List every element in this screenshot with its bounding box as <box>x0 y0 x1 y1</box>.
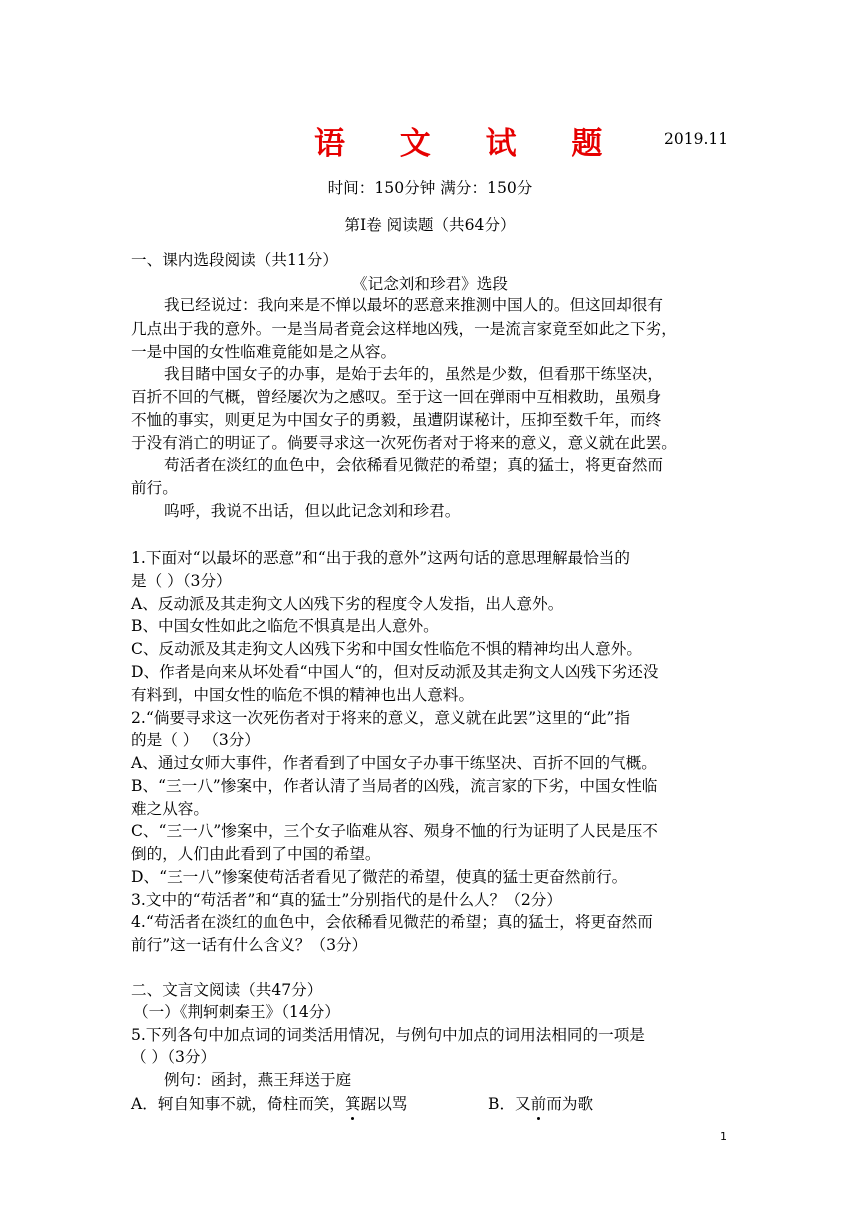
passage-line: 几点出于我的意外。一是当局者竟会这样地凶残，一是流言家竟至如此之下劣， <box>131 320 677 338</box>
option-c: 倒的，人们由此看到了中国的希望。 <box>131 845 381 863</box>
passage-line: 我目睹中国女子的办事，是始于去年的，虽然是少数，但看那干练坚决， <box>164 365 664 383</box>
option-a: A．轲自知事不就，倚柱而笑，箕踞以骂 <box>131 1092 407 1114</box>
passage-line: 前行。 <box>131 479 178 497</box>
subsection-heading: （一）《荆轲刺秦王》（14分） <box>133 1003 340 1021</box>
option-a: A、反动派及其走狗文人凶残下劣的程度令人发指，出人意外。 <box>131 595 564 613</box>
time-score-line: 时间：150分钟 满分：150分 <box>327 179 533 197</box>
section1-heading: 一、课内选段阅读（共11分） <box>131 251 338 269</box>
option-b: 难之从容。 <box>131 800 209 818</box>
option-c: C、反动派及其走狗文人凶残下劣和中国女性临危不惧的精神均出人意外。 <box>131 640 642 658</box>
question-5: （ ）（3分） <box>131 1048 217 1066</box>
passage-line: 苟活者在淡红的血色中，会依稀看见微茫的希望；真的猛士，将更奋然而 <box>164 456 664 474</box>
exam-date: 2019.11 <box>664 130 729 148</box>
question-5: 5.下列各句中加点词的词类活用情况，与例句中加点的词用法相同的一项是 <box>131 1026 645 1044</box>
option-d: D、“三一八”惨案使苟活者看见了微茫的希望，使真的猛士更奋然前行。 <box>131 868 628 886</box>
option-c: C、“三一八”惨案中，三个女子临难从容、殒身不恤的行为证明了人民是压不 <box>131 822 658 840</box>
title-row <box>0 118 860 162</box>
passage-line: 百折不回的气概，曾经屡次为之感叹。至于这一回在弹雨中互相救助，虽殒身 <box>131 388 662 406</box>
option-a: A、通过女师大事件，作者看到了中国女子办事干练坚决、百折不回的气概。 <box>131 754 657 772</box>
emphasis-dot-word: 前 <box>531 1092 547 1114</box>
example-sentence: 例句：函封，燕王拜送于庭 <box>164 1071 352 1089</box>
option-d: 有料到，中国女性的临危不惧的精神也出人意料。 <box>131 686 475 704</box>
question-2: 的是（ ） （3分） <box>131 731 260 749</box>
question-1: 是（ ）（3分） <box>131 572 232 590</box>
passage-title: 《记念刘和珍君》选段 <box>352 275 508 293</box>
passage-line: 我已经说过：我向来是不惮以最坏的恶意来推测中国人的。但这回却很有 <box>164 296 664 314</box>
emphasis-dot-word: 箕 <box>345 1092 361 1114</box>
option-d: D、作者是向来从坏处看“中国人“的，但对反动派及其走狗文人凶残下劣还没 <box>131 663 659 681</box>
question-2: 2.“倘要寻求这一次死伤者对于将来的意义，意义就在此罢”这里的“此”指 <box>131 709 630 727</box>
question-1: 1.下面对“以最坏的恶意”和“出于我的意外”这两句话的意思理解最恰当的 <box>131 549 630 567</box>
question-4: 前行”这一话有什么含义？（3分） <box>131 936 368 954</box>
passage-line: 于没有消亡的明证了。倘要寻求这一次死伤者对于将来的意义，意义就在此罢。 <box>131 434 677 452</box>
option-b: B、中国女性如此之临危不惧真是出人意外。 <box>131 617 439 635</box>
question-4: 4.“苟活者在淡红的血色中，会依稀看见微茫的希望；真的猛士，将更奋然而 <box>131 913 653 931</box>
option-b: B、“三一八”惨案中，作者认清了当局者的凶残，流言家的下劣，中国女性临 <box>131 777 658 795</box>
page-number: 1 <box>720 1130 727 1143</box>
volume-heading: 第Ⅰ卷 阅读题（共64分） <box>344 216 516 234</box>
passage-line: 不恤的事实，则更足为中国女子的勇毅，虽遭阴谋秘计，压抑至数千年，而终 <box>131 411 662 429</box>
passage-line: 一是中国的女性临难竟能如是之从容。 <box>131 343 397 361</box>
option-b: B．又前而为歌 <box>488 1092 593 1114</box>
section2-heading: 二、文言文阅读（共47分） <box>131 981 323 999</box>
question-3: 3.文中的“苟活者”和“真的猛士”分别指代的是什么人？（2分） <box>131 891 562 909</box>
exam-title: 语 文 试 题 <box>314 126 625 162</box>
passage-line: 呜呼，我说不出话，但以此记念刘和珍君。 <box>164 502 461 520</box>
